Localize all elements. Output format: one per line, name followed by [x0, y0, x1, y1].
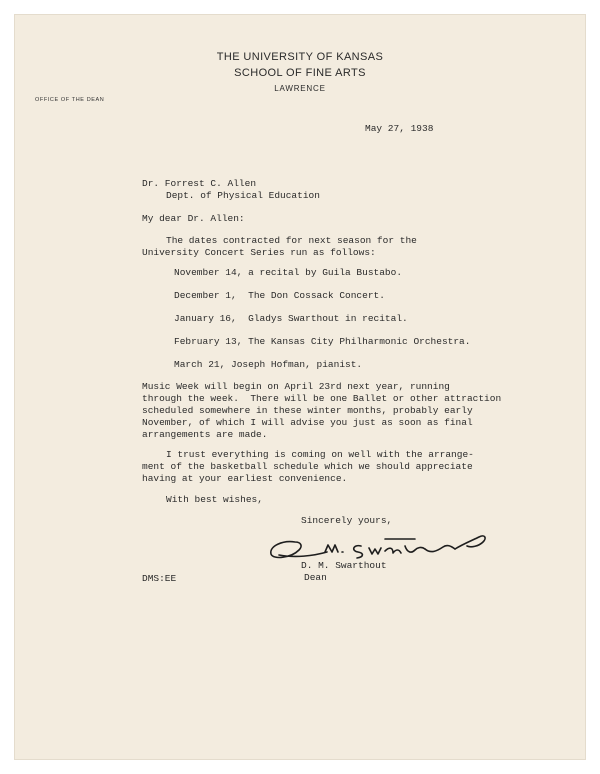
recipient-dept: Dept. of Physical Education	[166, 190, 320, 201]
paragraph1-line: arrangements are made.	[142, 429, 268, 440]
concert-item: November 14, a recital by Guila Bustabo.	[174, 267, 403, 278]
paragraph1-line: through the week. There will be one Ballet or other attraction	[142, 393, 502, 404]
concert-item: January 16, Gladys Swarthout in recital.	[174, 313, 408, 324]
intro-line-2: University Concert Series run as follows:	[142, 247, 376, 258]
closing: Sincerely yours,	[301, 515, 393, 526]
handwritten-signature	[265, 524, 500, 564]
paragraph1-line: Music Week will begin on April 23rd next year, running	[142, 381, 450, 392]
paragraph2-line: I trust everything is coming on well with the arrange-	[166, 449, 474, 460]
paragraph1-line: November, of which I will advise you just as soon as final	[142, 417, 473, 428]
letterhead-school: SCHOOL OF FINE ARTS	[234, 67, 366, 79]
signer-title: Dean	[304, 572, 327, 583]
best-wishes: With best wishes,	[166, 494, 263, 505]
recipient-name: Dr. Forrest C. Allen	[142, 178, 257, 189]
intro-line-1: The dates contracted for next season for the	[166, 235, 417, 246]
concert-item: February 13, The Kansas City Philharmonic Orchestra.	[174, 336, 471, 347]
paragraph1-line: scheduled somewhere in these winter months, probably early	[142, 405, 473, 416]
concert-item: December 1, The Don Cossack Concert.	[174, 290, 385, 301]
paragraph2-line: ment of the basketball schedule which we should appreciate	[142, 461, 473, 472]
concert-item: March 21, Joseph Hofman, pianist.	[174, 359, 363, 370]
letterhead-university: THE UNIVERSITY OF KANSAS	[216, 51, 384, 63]
paragraph2-line: having at your earliest convenience.	[142, 473, 348, 484]
salutation: My dear Dr. Allen:	[142, 213, 245, 224]
letterhead-city: LAWRENCE	[274, 84, 326, 93]
signer-name: D. M. Swarthout	[301, 560, 387, 571]
letter-date: May 27, 1938	[365, 123, 434, 134]
office-of-dean: OFFICE OF THE DEAN	[35, 97, 105, 103]
typist-initials: DMS:EE	[142, 573, 177, 584]
